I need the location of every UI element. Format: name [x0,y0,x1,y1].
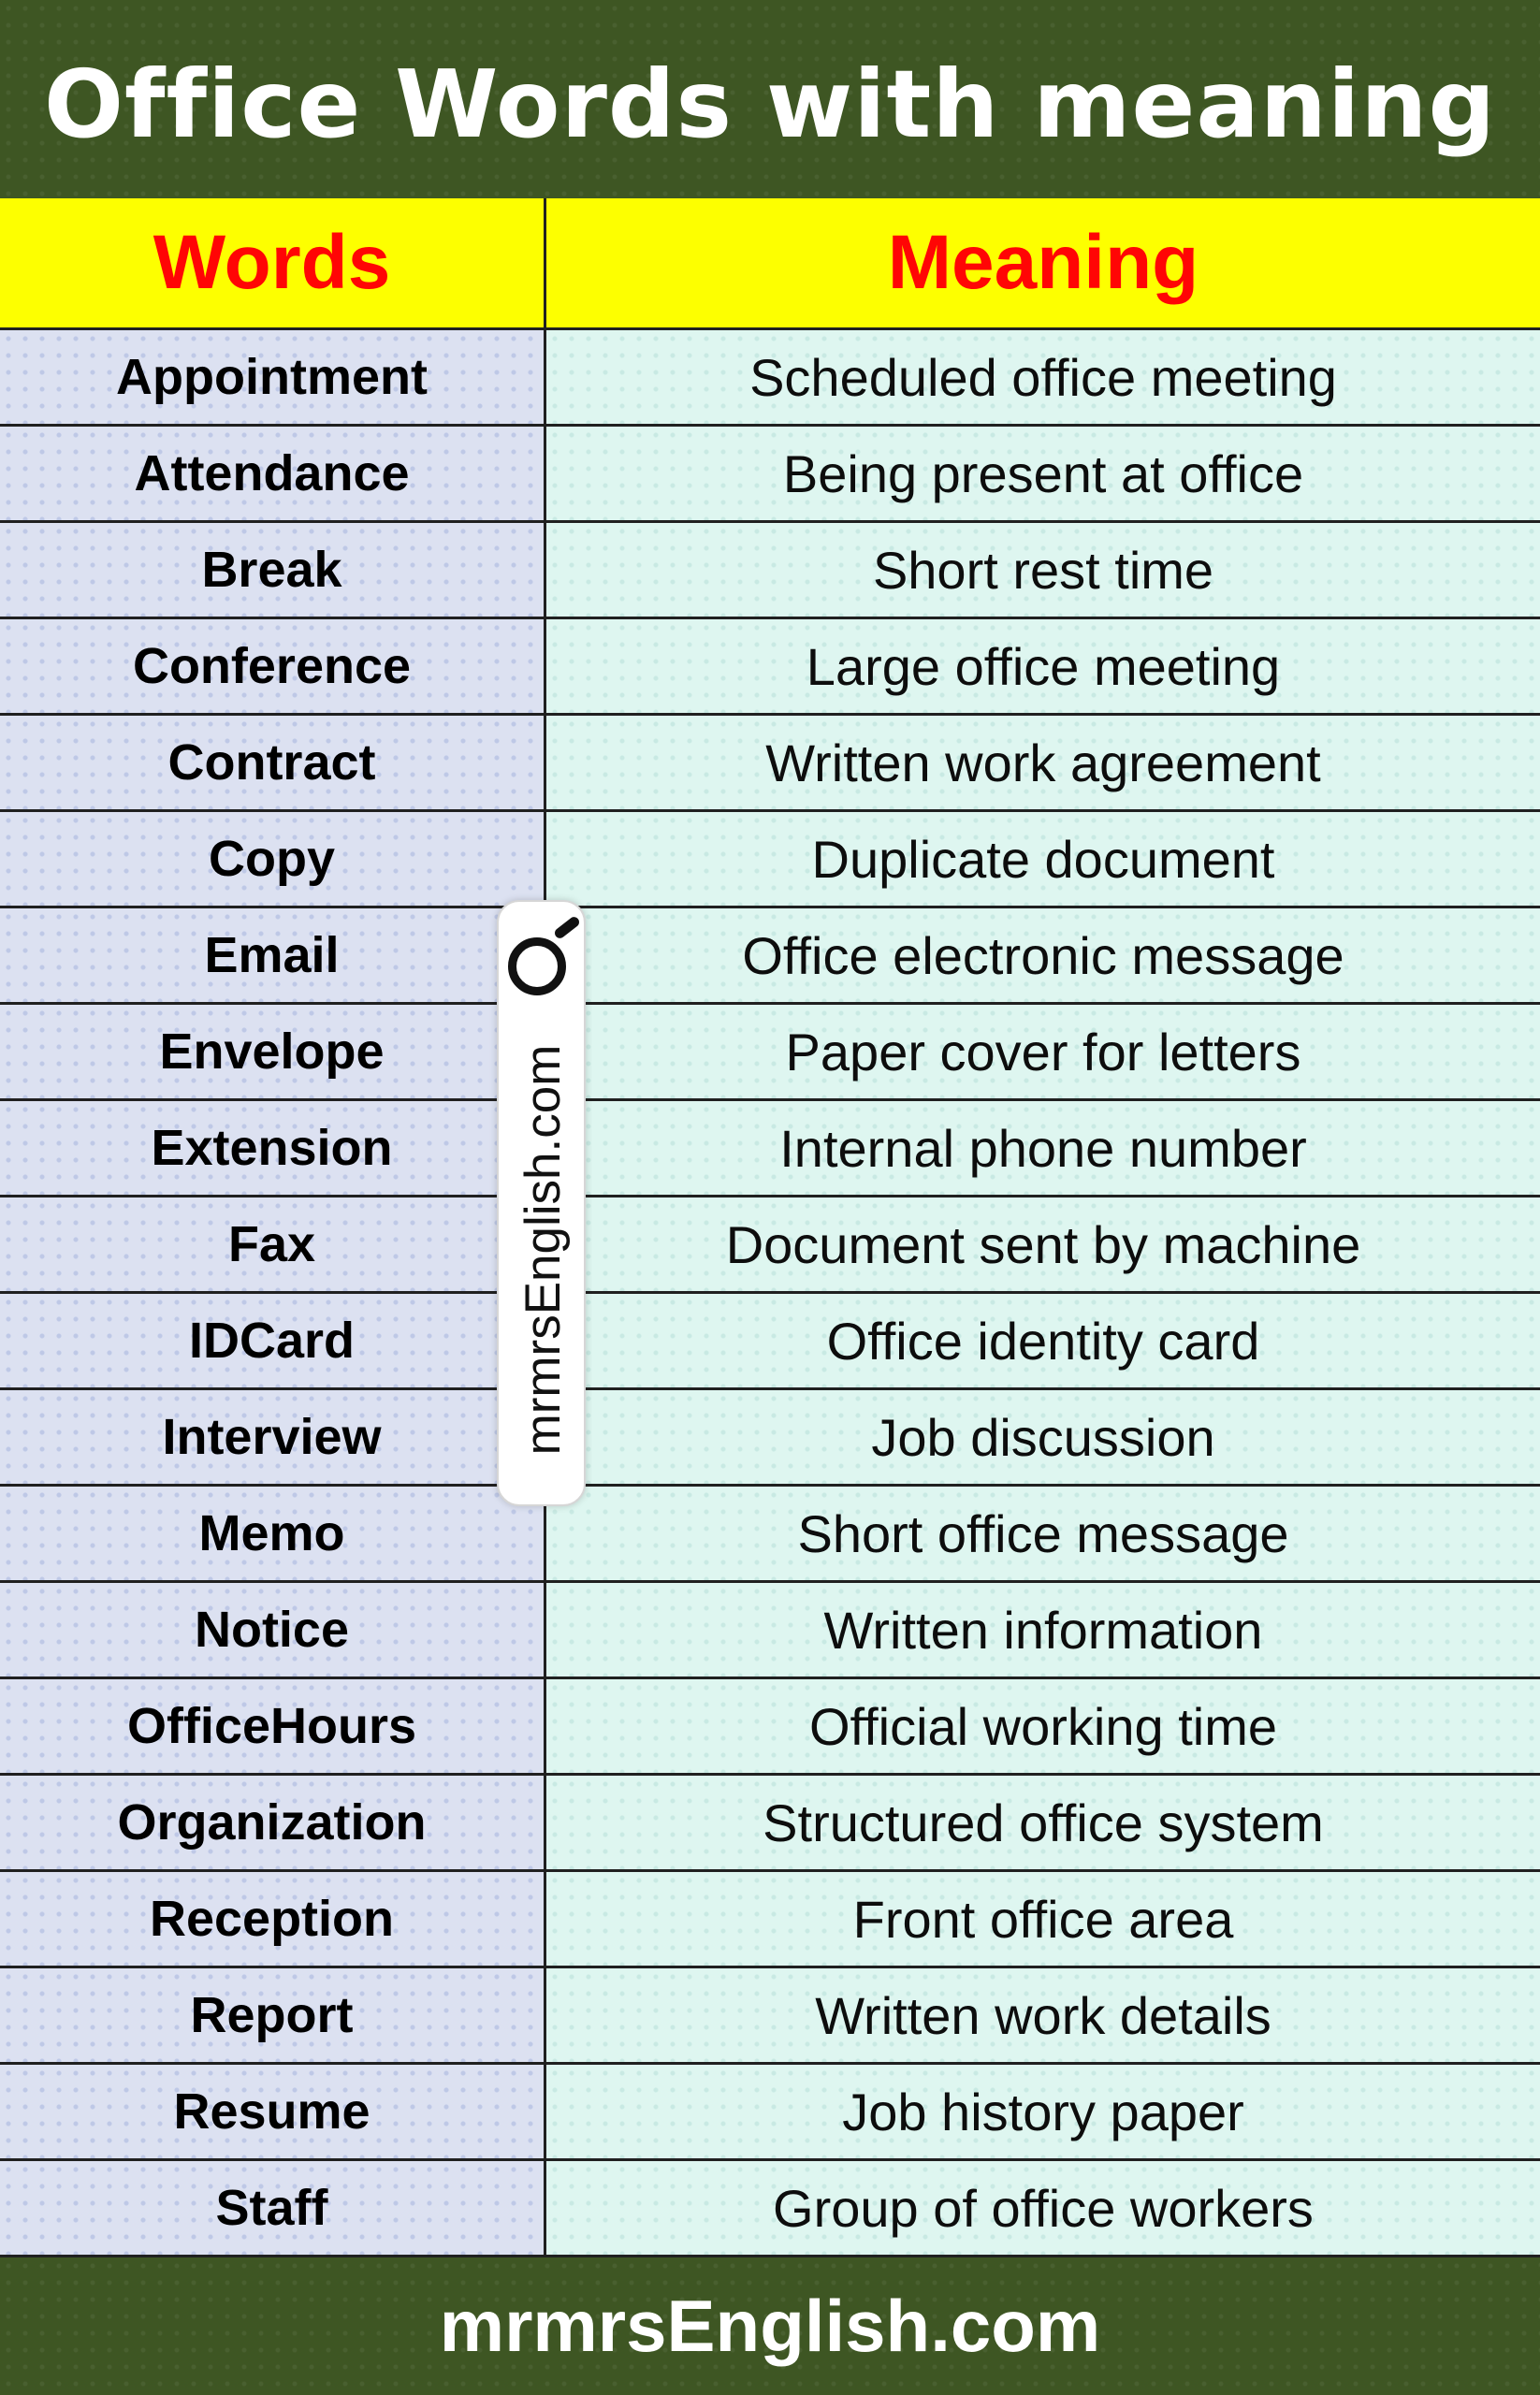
meaning-cell: Job history paper [546,2065,1540,2158]
word-cell: OfficeHours [0,1679,546,1773]
meaning-cell: Written information [546,1583,1540,1676]
table-row [0,619,1540,716]
table-row [0,1776,1540,1872]
table-row [0,1679,1540,1776]
word-cell: Memo [0,1487,546,1580]
watermark-text: mrmrsEnglish.com [516,1044,571,1456]
table-row [0,716,1540,812]
magnifier-lens [508,937,566,995]
meaning-cell: Internal phone number [546,1101,1540,1195]
footer-bar [0,2257,1540,2395]
meaning-cell: Duplicate document [546,812,1540,906]
table-row [0,1487,1540,1583]
table-row [0,908,1540,1005]
table-row [0,1005,1540,1101]
table-row [0,2065,1540,2161]
meaning-cell: Scheduled office meeting [546,330,1540,424]
meaning-cell: Job discussion [546,1390,1540,1484]
word-cell: Fax [0,1198,546,1291]
word-cell: Resume [0,2065,546,2158]
meaning-cell: Being present at office [546,427,1540,520]
table-row [0,1198,1540,1294]
meaning-cell: Official working time [546,1679,1540,1773]
words-meaning-table [0,198,1540,2257]
word-cell: Copy [0,812,546,906]
table-row [0,1583,1540,1679]
watermark-badge [497,900,586,1506]
table-row [0,1872,1540,1968]
meaning-cell: Large office meeting [546,619,1540,713]
meaning-cell: Office electronic message [546,908,1540,1002]
word-cell: Email [0,908,546,1002]
meaning-cell: Written work details [546,1968,1540,2062]
meaning-cell: Structured office system [546,1776,1540,1869]
word-cell: Notice [0,1583,546,1676]
word-cell: Reception [0,1872,546,1966]
word-cell: Envelope [0,1005,546,1098]
meaning-cell: Paper cover for letters [546,1005,1540,1098]
meaning-cell: Short rest time [546,523,1540,617]
table-row [0,1101,1540,1198]
table-row [0,1294,1540,1390]
word-cell: Break [0,523,546,617]
table-row [0,427,1540,523]
table-row [0,330,1540,427]
word-cell: Appointment [0,330,546,424]
meaning-cell: Document sent by machine [546,1198,1540,1291]
word-cell: Organization [0,1776,546,1869]
meaning-column-header: Meaning [546,198,1540,327]
word-cell: Interview [0,1390,546,1484]
meaning-cell: Office identity card [546,1294,1540,1387]
word-cell: Report [0,1968,546,2062]
table-header-row [0,198,1540,330]
footer-site-text: mrmrsEnglish.com [439,2285,1101,2367]
word-cell: IDCard [0,1294,546,1387]
word-cell: Staff [0,2161,546,2255]
word-cell: Extension [0,1101,546,1195]
meaning-cell: Short office message [546,1487,1540,1580]
words-column-header: Words [0,198,546,327]
table-row [0,812,1540,908]
magnifier-handle [553,915,581,940]
table-row [0,1390,1540,1487]
meaning-cell: Front office area [546,1872,1540,1966]
meaning-cell: Group of office workers [546,2161,1540,2255]
page-title: Office Words with meaning [43,49,1497,159]
word-cell: Contract [0,716,546,809]
word-cell: Attendance [0,427,546,520]
title-bar [0,0,1540,198]
table-row [0,2161,1540,2257]
meaning-cell: Written work agreement [546,716,1540,809]
magnifier-icon [504,917,581,1003]
word-cell: Conference [0,619,546,713]
table-row [0,1968,1540,2065]
table-row [0,523,1540,619]
